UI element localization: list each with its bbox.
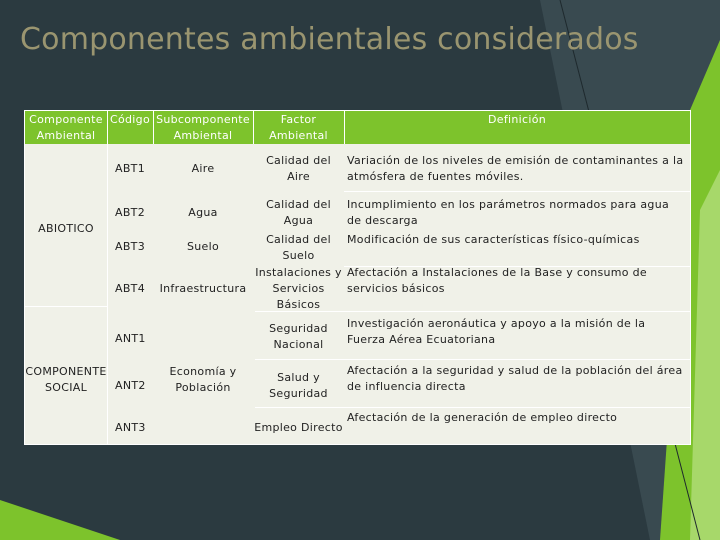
table-cell-factor: Calidad del Agua	[266, 198, 331, 227]
components-table	[24, 110, 691, 445]
background-green-shape-bottom	[0, 500, 120, 540]
table-cell-definicion: Afectación a la seguridad y salud de la población del área de influencia directa	[347, 364, 683, 393]
divider	[344, 111, 345, 144]
table-cell-subcomponente: Economía y Población	[169, 365, 237, 394]
divider	[153, 111, 154, 144]
divider	[25, 306, 107, 307]
header-definicion: Definición	[488, 113, 546, 126]
table-cell-codigo: ANT3	[115, 421, 146, 434]
table-cell-factor: Empleo Directo	[254, 421, 343, 434]
table-cell-subcomponente: Suelo	[186, 240, 219, 253]
table-cell-definicion: Modificación de sus características físico-químicas	[347, 233, 640, 246]
table-cell-factor: Seguridad Nacional	[269, 322, 328, 351]
divider	[253, 111, 254, 144]
table-cell-definicion: Afectación a Instalaciones de la Base y consumo de servicios básicos	[347, 266, 647, 295]
table-cell-codigo: ANT2	[115, 379, 146, 392]
table-cell-definicion: Investigación aeronáutica y apoyo a la misión de la Fuerza Aérea Ecuatoriana	[347, 317, 646, 346]
divider	[107, 111, 108, 144]
divider	[255, 359, 690, 360]
divider	[255, 407, 690, 408]
group-componente-social: COMPONENTE SOCIAL	[25, 365, 107, 394]
header-factor: Factor Ambiental	[269, 113, 328, 142]
table-cell-subcomponente: Infraestructura	[159, 282, 247, 295]
table-cell-codigo: ANT1	[115, 332, 146, 345]
table-cell-subcomponente: Agua	[188, 206, 218, 219]
header-codigo: Código	[110, 113, 150, 126]
table-cell-definicion: Incumplimiento en los parámetros normados para agua de descarga	[347, 198, 670, 227]
table-cell-codigo: ABT1	[115, 162, 145, 175]
page-title: Componentes ambientales considerados	[20, 22, 639, 57]
table-cell-definicion: Afectación de la generación de empleo directo	[347, 411, 618, 424]
table-cell-codigo: ABT4	[115, 282, 145, 295]
header-subcomponente: Subcomponente Ambiental	[156, 113, 250, 142]
table-cell-factor: Calidad del Aire	[266, 154, 331, 183]
group-abiotico: ABIOTICO	[38, 222, 94, 235]
table-cell-codigo: ABT3	[115, 240, 145, 253]
table-cell-factor: Salud y Seguridad	[269, 371, 328, 400]
table-cell-factor: Calidad del Suelo	[266, 233, 331, 262]
divider	[344, 191, 690, 192]
divider	[107, 144, 108, 444]
table-cell-codigo: ABT2	[115, 206, 145, 219]
table-cell-definicion: Variación de los niveles de emisión de contaminantes a la atmósfera de fuentes móviles.	[347, 154, 684, 183]
header-componente: Componente Ambiental	[29, 113, 103, 142]
table-cell-subcomponente: Aire	[191, 162, 215, 175]
table-cell-factor: Instalaciones y Servicios Básicos	[255, 266, 342, 311]
